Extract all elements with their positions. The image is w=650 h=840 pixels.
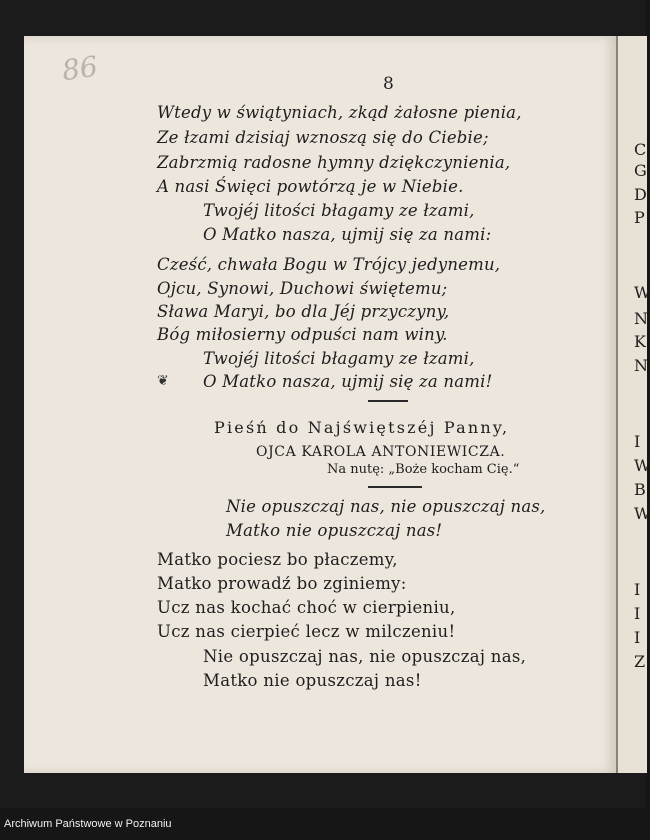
verse-line: Ojcu, Synowi, Duchowi świętemu; — [157, 279, 448, 298]
edge-letter: N — [634, 356, 648, 375]
divider-rule — [368, 486, 422, 488]
verse-line: Wtedy w świątyniach, zkąd żałosne pienia, — [157, 103, 522, 122]
edge-letter: G — [634, 161, 647, 180]
verse-line: Matko prowadź bo zginiemy: — [157, 574, 407, 593]
refrain-line: Matko nie opuszczaj nas! — [226, 521, 443, 540]
refrain-line: Nie opuszczaj nas, nie opuszczaj nas, — [226, 497, 546, 516]
divider-rule — [368, 400, 408, 402]
verse-line: Zabrzmią radosne hymny dziękczynienia, — [157, 153, 511, 172]
edge-letter: I — [634, 580, 641, 599]
tune-note: Na nutę: „Boże kocham Cię.“ — [327, 462, 520, 477]
verse-line: Twojéj litości błagamy ze łzami, — [203, 349, 475, 368]
edge-letter: D — [634, 185, 647, 204]
hymn-author: OJCA KAROLA ANTONIEWICZA. — [256, 444, 506, 460]
verse-line: Ucz nas cierpieć lecz w milczeniu! — [157, 622, 456, 641]
verse-line: A nasi Święci powtórzą je w Niebie. — [157, 177, 464, 196]
edge-letter: W — [634, 456, 650, 475]
verse-line: Matko pociesz bo płaczemy, — [157, 550, 398, 569]
verse-line: Cześć, chwała Bogu w Trójcy jedynemu, — [157, 255, 501, 274]
edge-letter: P — [634, 208, 645, 227]
verse-line: Sława Maryi, bo dla Jéj przyczyny, — [157, 302, 450, 321]
verse-line: Bóg miłosierny odpuści nam winy. — [157, 325, 448, 344]
pencil-folio-number: 86 — [59, 49, 100, 88]
edge-letter: W — [634, 283, 650, 302]
edge-letter: N — [634, 309, 648, 328]
edge-letter: B — [634, 480, 646, 499]
verse-line: Ucz nas kochać choć w cierpieniu, — [157, 598, 456, 617]
edge-letter: K — [634, 332, 646, 351]
verse-line: Twojéj litości błagamy ze łzami, — [203, 201, 475, 220]
verse-line: Matko nie opuszczaj nas! — [203, 671, 422, 690]
verse-line: Nie opuszczaj nas, nie opuszczaj nas, — [203, 647, 527, 666]
edge-letter: C — [634, 140, 647, 159]
archive-credit: Archiwum Państwowe w Poznaniu — [4, 818, 172, 830]
verse-line: O Matko nasza, ujmij się za nami! — [203, 372, 493, 391]
edge-letter: Z — [634, 652, 646, 671]
edge-letter: I — [634, 604, 641, 623]
verse-line: O Matko nasza, ujmij się za nami: — [203, 225, 492, 244]
page-number: 8 — [383, 74, 394, 94]
edge-letter: W — [634, 504, 650, 523]
ornament-icon: ❦ — [157, 373, 169, 389]
verse-line: Ze łzami dzisiaj wznoszą się do Ciebie; — [157, 128, 489, 147]
edge-letter: I — [634, 628, 641, 647]
edge-letter: I — [634, 432, 641, 451]
adjacent-page-edge — [616, 36, 650, 773]
hymn-title: Pieśń do Najświętszéj Panny, — [214, 418, 510, 437]
